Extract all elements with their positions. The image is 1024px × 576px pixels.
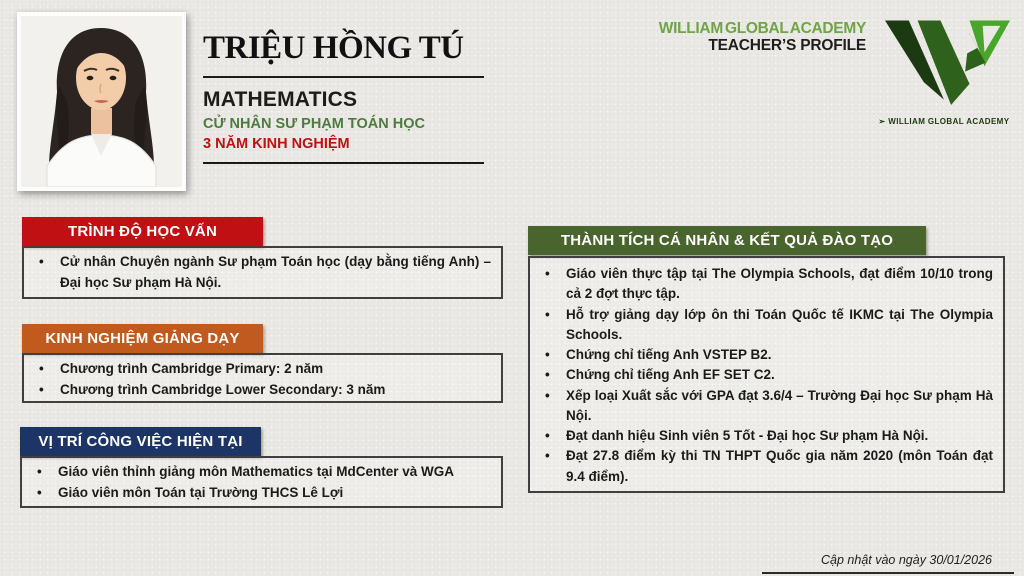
footer-divider-line [762,572,1014,574]
brand-text [610,21,866,53]
section-body-achievements [528,256,1005,493]
list-item: • Giáo viên môn Toán tại Trường THCS Lê Lợi [28,483,491,504]
section-body-teaching-experience [22,353,503,403]
w-logo-icon [878,17,1010,113]
subject-label: MATHEMATICS [203,88,358,111]
list-item: • Chứng chỉ tiếng Anh VSTEP B2. [536,345,993,365]
section-header-teaching-experience: KINH NGHIỆM GIẢNG DẠY [22,324,263,353]
portrait-illustration [21,16,182,187]
list-item: • Đạt danh hiệu Sinh viên 5 Tốt - Đại học Sư phạm Hà Nội. [536,426,993,446]
achievements-list [536,264,993,487]
list-item: • Hỗ trợ giảng dạy lớp ôn thi Toán Quốc tế IKMC tại The Olympia Schools. [536,305,993,346]
brand-academy-name: WILLIAM GLOBAL ACADEMY [658,20,866,37]
current-position-list [28,462,491,503]
last-updated-note: Cập nhật vào ngày 30/01/2026 [821,553,992,567]
list-item: • Chương trình Cambridge Primary: 2 năm [30,359,491,380]
list-item: • Giáo viên thỉnh giảng môn Mathematics tại MdCenter và WGA [28,462,491,483]
title-block [203,30,487,164]
list-item: • Giáo viên thực tập tại The Olympia Schools, đạt điểm 10/10 trong cả 2 đợt thực tập. [536,264,993,305]
section-header-current-position: VỊ TRÍ CÔNG VIỆC HIỆN TẠI [20,427,261,456]
teaching-experience-list [30,359,491,400]
teacher-name: TRIỆU HỒNG TÚ [203,30,464,66]
list-item: • Chương trình Cambridge Lower Secondary: 3 năm [30,380,491,401]
academy-logo [874,17,1014,126]
section-body-current-position [20,456,503,508]
divider-line [203,76,484,78]
experience-label: 3 NĂM KINH NGHIỆM [203,136,350,152]
section-body-education [22,246,503,299]
list-item: • Đạt 27.8 điểm kỳ thi TN THPT Quốc gia năm 2020 (môn Toán đạt 9.4 điểm). [536,446,993,487]
education-list [30,252,491,293]
teacher-portrait-photo [17,12,186,191]
brand-profile-label: TEACHER’S PROFILE [708,36,866,54]
degree-label: CỬ NHÂN SƯ PHẠM TOÁN HỌC [203,116,425,132]
section-header-education: TRÌNH ĐỘ HỌC VẤN [22,217,263,246]
list-item: • Chứng chỉ tiếng Anh EF SET C2. [536,365,993,385]
logo-caption: ➢ WILLIAM GLOBAL ACADEMY [878,117,1010,126]
list-item: • Cử nhân Chuyên ngành Sư phạm Toán học (dạy bằng tiếng Anh) – Đại học Sư phạm Hà Nội. [30,252,491,293]
divider-line [203,162,484,164]
list-item: • Xếp loại Xuất sắc với GPA đạt 3.6/4 – Trường Đại học Sư phạm Hà Nội. [536,386,993,427]
section-header-achievements: THÀNH TÍCH CÁ NHÂN & KẾT QUẢ ĐÀO TẠO [528,226,926,255]
